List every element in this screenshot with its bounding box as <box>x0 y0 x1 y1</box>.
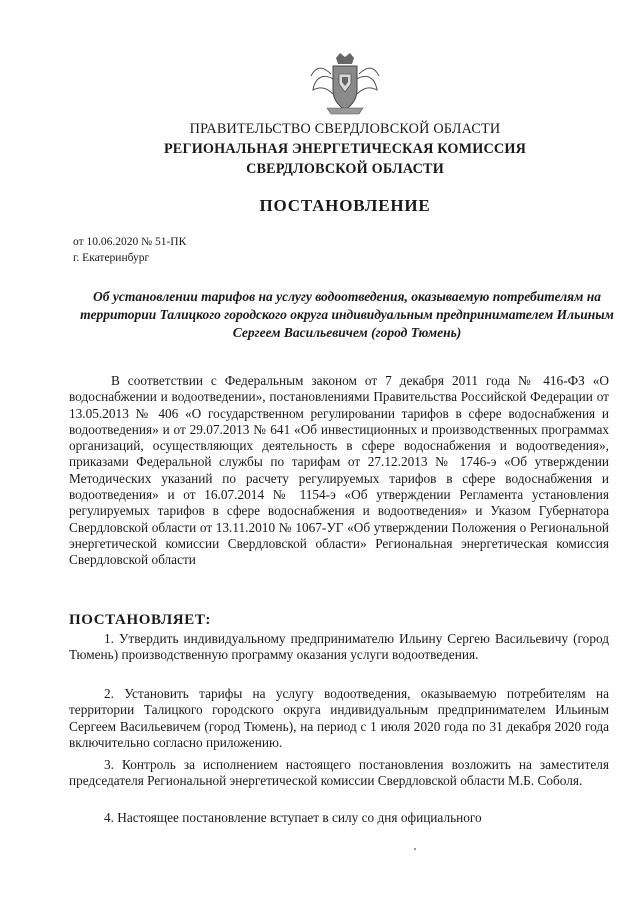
commission-region: СВЕРДЛОВСКОЙ ОБЛАСТИ <box>246 161 444 177</box>
preamble-paragraph: В соответствии с Федеральным законом от 7 декабря 2011 года № 416-ФЗ «О водоснабжении и водоотведении», постановлениями Правительства Российской Федерации от 13.05.2013 № 406 «О государственном регулировании тарифов в сфере водоснабжения и водоотведения» и от 29.07.2013 № 641 «Об инвестиционных и производственных программах организаций, осуществляющих деятельность в сфере водоснабжения и водоотведения», приказами Федеральной службы по тарифам от 27.12.2013 № 1746-э «Об утверждении Методических указаний по расчету регулируемых тарифов в сфере водоснабжения и водоотведения» и от 16.07.2014 № 1154-э «Об утверждении Регламента установления регулируемых тарифов в сфере водоснабжения и водоотведения» и Указом Губернатора Свердловской области от 13.11.2010 № 1067-УГ «Об утверждении Положения о Региональной энергетической комиссии Свердловской области» Региональная энергетическая комиссия Свердловской области <box>69 373 609 568</box>
resolution-item-2: 2. Установить тарифы на услугу водоотведения, оказываемую потребителям на территории Талицкого городского округа индивидуальным предпринимателем Ильиным Сергеем Васильевичем (город Тюмень), на период с 1 июля 2020 года по 31 декабря 2020 года включительно согласно приложению. <box>69 686 609 750</box>
government-name: ПРАВИТЕЛЬСТВО СВЕРДЛОВСКОЙ ОБЛАСТИ <box>189 121 501 137</box>
coat-of-arms-icon <box>305 50 385 122</box>
document-date-number: от 10.06.2020 № 51-ПК <box>73 236 187 248</box>
resolution-item-1: 1. Утвердить индивидуальному предпринимателю Ильину Сергею Васильевичу (город Тюмень) производственную программу оказания услуги водоотведения. <box>69 631 609 663</box>
document-subject: Об установлении тарифов на услугу водоотведения, оказываемую потребителям на территории Талицкого городского округа индивидуальным предпринимателем Ильиным Сергеем Васильевичем (город Тюмень) <box>80 289 614 340</box>
resolution-item-4: 4. Настоящее постановление вступает в силу со дня официального <box>104 810 482 825</box>
document-type-title: ПОСТАНОВЛЕНИЕ <box>259 196 431 215</box>
commission-name: РЕГИОНАЛЬНАЯ ЭНЕРГЕТИЧЕСКАЯ КОМИССИЯ <box>163 141 527 157</box>
scan-speck <box>414 848 416 850</box>
document-city: г. Екатеринбург <box>73 252 150 264</box>
resolution-item-3: 3. Контроль за исполнением настоящего постановления возложить на заместителя председателя Региональной энергетической комиссии Свердловской области М.Б. Соболя. <box>69 757 609 789</box>
resolves-label: ПОСТАНОВЛЯЕТ: <box>69 612 212 628</box>
